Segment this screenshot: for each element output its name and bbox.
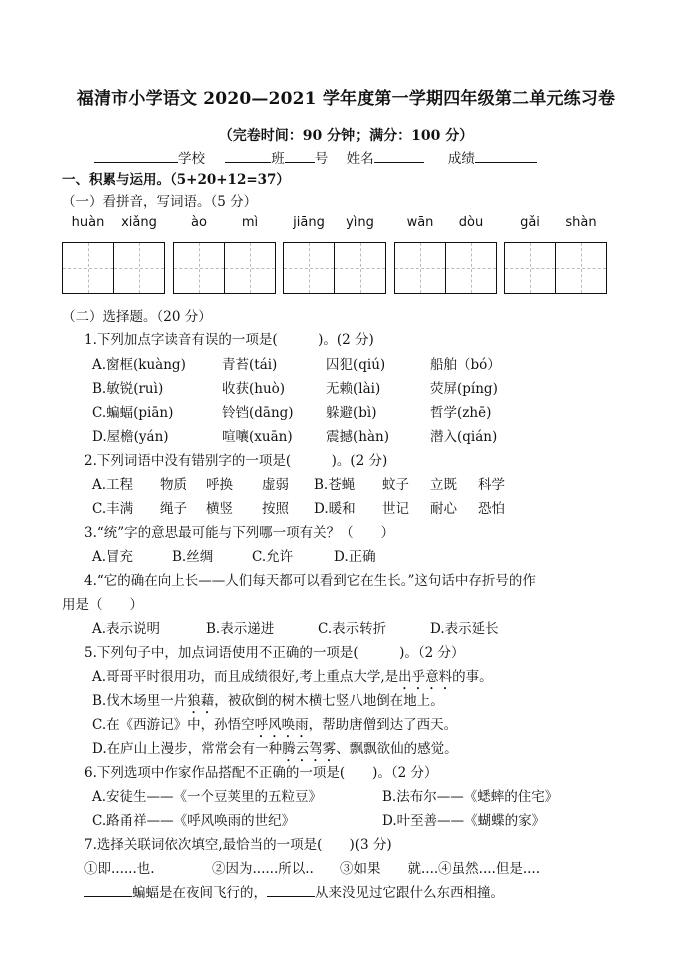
- class-blank[interactable]: [225, 148, 271, 163]
- q1-word: 荧屏(píng): [430, 381, 498, 397]
- number-blank[interactable]: [285, 148, 315, 163]
- q1-word: 囚犯(qiú): [326, 357, 386, 373]
- grid-cell[interactable]: [113, 242, 165, 294]
- question-6-stem: 6.下列选项中作家作品搭配不正确的一项是( )。（2 分）: [84, 765, 438, 781]
- question-5-stem: 5.下列句子中，加点词语使用不正确的一项是( )。（2 分）: [84, 645, 465, 661]
- grid-cell[interactable]: [173, 242, 225, 294]
- pinyin-label: huàn: [71, 215, 105, 230]
- q3-option[interactable]: C.允许: [252, 549, 294, 565]
- q5-text: ，帮助唐僧到达了西天。: [308, 717, 458, 733]
- q1-option[interactable]: D.屋檐(yán): [92, 429, 169, 445]
- question-4-stem-cont: 用是（ ）: [62, 597, 143, 613]
- student-info-line: [94, 147, 537, 167]
- writing-grid[interactable]: [62, 242, 165, 294]
- pinyin-label: xiǎng: [121, 215, 157, 230]
- q2-word: 科学: [478, 477, 505, 493]
- grid-cell[interactable]: [283, 242, 335, 294]
- q7-sentence-part: 从来没见过它跟什么东西相撞。: [315, 885, 504, 901]
- q5-text: A.哥哥平时很用功，而且成绩很好,考上重点大学,是: [92, 669, 399, 685]
- writing-grid[interactable]: [173, 242, 276, 294]
- q7-choice: ②因为......所以..: [212, 861, 314, 877]
- school-blank[interactable]: [94, 148, 178, 163]
- q6-option[interactable]: A.安徒生——《一个豆荚里的五粒豆》: [92, 789, 323, 805]
- q4-option[interactable]: B.表示递进: [206, 621, 275, 637]
- q2-word: 耐心: [430, 501, 457, 517]
- q2-word: 物质: [160, 477, 187, 493]
- writing-grid[interactable]: [283, 242, 386, 294]
- q5-dotted-word: 腾云驾雾: [282, 741, 337, 757]
- part2-heading: （二）选择题。（20 分）: [62, 309, 212, 325]
- class-label: 班: [271, 151, 285, 167]
- q4-option[interactable]: D.表示延长: [430, 621, 499, 637]
- pinyin-label: jiāng: [293, 215, 325, 230]
- q6-option[interactable]: D.叶至善——《蝴蝶的家》: [382, 813, 546, 829]
- grid-cell[interactable]: [555, 242, 607, 294]
- question-3-stem: 3.“统”字的意思最可能与下列哪一项有关？（ ）: [84, 525, 395, 541]
- q1-word: 喧嚷(xuān): [222, 429, 293, 445]
- number-label: 号: [314, 151, 329, 167]
- q5-dotted-word: 呼风唤雨: [254, 717, 309, 733]
- q2-word: 虚弱: [262, 477, 289, 493]
- grid-cell[interactable]: [394, 242, 446, 294]
- q1-word: 哲学(zhē): [430, 405, 492, 421]
- q1-word: 铃铛(dāng): [222, 405, 294, 421]
- q5-text: 、飘飘欲仙的感觉。: [336, 741, 458, 757]
- pinyin-label: wān: [406, 215, 434, 230]
- grid-cell[interactable]: [224, 242, 276, 294]
- writing-grid[interactable]: [504, 242, 607, 294]
- q1-word: 收获(huò): [222, 381, 286, 397]
- question-2-stem: 2.下列词语中没有错别字的一项是( )。(2 分): [84, 453, 388, 469]
- q2-word: 立既: [430, 477, 457, 493]
- q3-option[interactable]: B.丝绸: [172, 549, 214, 565]
- q5-text: D.在庐山上漫步，常常会有一种: [92, 741, 283, 757]
- q2-option[interactable]: D.暖和: [314, 501, 356, 517]
- question-4-stem: 4.“它的确在向上长——人们每天都可以看到它在生长。”这句话中存折号的作: [84, 573, 536, 589]
- q2-word: 绳子: [160, 501, 187, 517]
- school-label: 学校: [178, 151, 205, 167]
- q5-dotted-word: 狼藉: [187, 693, 215, 709]
- q2-option[interactable]: C.丰满: [92, 501, 134, 517]
- part1-heading: （一）看拼音，写词语。（5 分）: [62, 194, 258, 210]
- q7-sentence-part: 蝙蝠是在夜间飞行的，: [132, 885, 267, 901]
- grid-cell[interactable]: [504, 242, 556, 294]
- grid-cell[interactable]: [62, 242, 114, 294]
- q3-option[interactable]: A.冒充: [92, 549, 134, 565]
- q6-option[interactable]: C.路甬祥——《呼风唤雨的世纪》: [92, 813, 296, 829]
- pinyin-label: ào: [191, 215, 207, 230]
- q1-option[interactable]: C.蝙蝠(piān): [92, 405, 174, 421]
- q7-blank-1[interactable]: [84, 882, 132, 897]
- q5-text: ，被砍倒的树木横七竖八地倒在地上。: [214, 693, 444, 709]
- q7-sentence: [84, 881, 504, 901]
- q4-option[interactable]: A.表示说明: [92, 621, 161, 637]
- pinyin-label: yìng: [346, 215, 374, 230]
- q1-word: 震撼(hàn): [326, 429, 389, 445]
- pinyin-label: mì: [241, 215, 259, 230]
- q2-option[interactable]: B.苍蝇: [314, 477, 356, 493]
- q4-option[interactable]: C.表示转折: [318, 621, 387, 637]
- q1-word: 无赖(lài): [326, 381, 381, 397]
- pinyin-label: shàn: [565, 215, 597, 230]
- q5-text: 的事。: [452, 669, 493, 685]
- name-blank[interactable]: [374, 148, 424, 163]
- q1-word: 躲避(bì): [326, 405, 377, 421]
- question-7-stem: 7.选择关联词依次填空,最恰当的一项是( )(3 分): [84, 837, 392, 853]
- q7-choice: ①即......也.: [84, 861, 155, 877]
- q1-word: 青苔(tái): [222, 357, 278, 373]
- pinyin-label: dòu: [458, 215, 484, 230]
- q2-option[interactable]: A.工程: [92, 477, 134, 493]
- score-blank[interactable]: [475, 148, 537, 163]
- q2-word: 横竖: [206, 501, 233, 517]
- q1-option[interactable]: B.敏锐(ruì): [92, 381, 164, 397]
- q2-word: 呼换: [206, 477, 233, 493]
- writing-grid[interactable]: [394, 242, 497, 294]
- grid-cell[interactable]: [445, 242, 497, 294]
- q5-text: C.在《西游记》中，孙悟空: [92, 717, 255, 733]
- question-1-stem: 1.下列加点字读音有误的一项是( )。(2 分): [84, 332, 374, 348]
- page-title: 福清市小学语文 2020—2021 学年度第一学期四年级第二单元练习卷: [76, 89, 616, 109]
- name-label: 姓名: [346, 151, 374, 167]
- q7-blank-2[interactable]: [267, 882, 315, 897]
- q2-word: 世记: [382, 501, 409, 517]
- pinyin-label: gǎi: [520, 215, 540, 230]
- score-label: 成绩: [447, 151, 475, 167]
- q5-text: B.伐木场里一片: [92, 693, 188, 709]
- q7-choice: ③如果 就....④虽然....但是....: [340, 861, 540, 877]
- grid-cell[interactable]: [334, 242, 386, 294]
- q2-word: 蚊子: [382, 477, 409, 493]
- q1-word: 潜入(qián): [430, 429, 498, 445]
- q1-word: 船舶（bó）: [430, 357, 501, 373]
- q6-option[interactable]: B.法布尔——《蟋蟀的住宅》: [382, 789, 559, 805]
- q5-dotted-word: 出乎意料: [398, 669, 453, 685]
- q2-word: 恐怕: [478, 501, 505, 517]
- section-heading: 一、积累与运用。（5+20+12=37）: [62, 172, 290, 188]
- q1-option[interactable]: A.窗框(kuàng): [92, 357, 186, 373]
- q3-option[interactable]: D.正确: [334, 549, 376, 565]
- exam-subtitle: （完卷时间：90 分钟；满分：100 分）: [218, 128, 474, 144]
- q2-word: 按照: [262, 501, 289, 517]
